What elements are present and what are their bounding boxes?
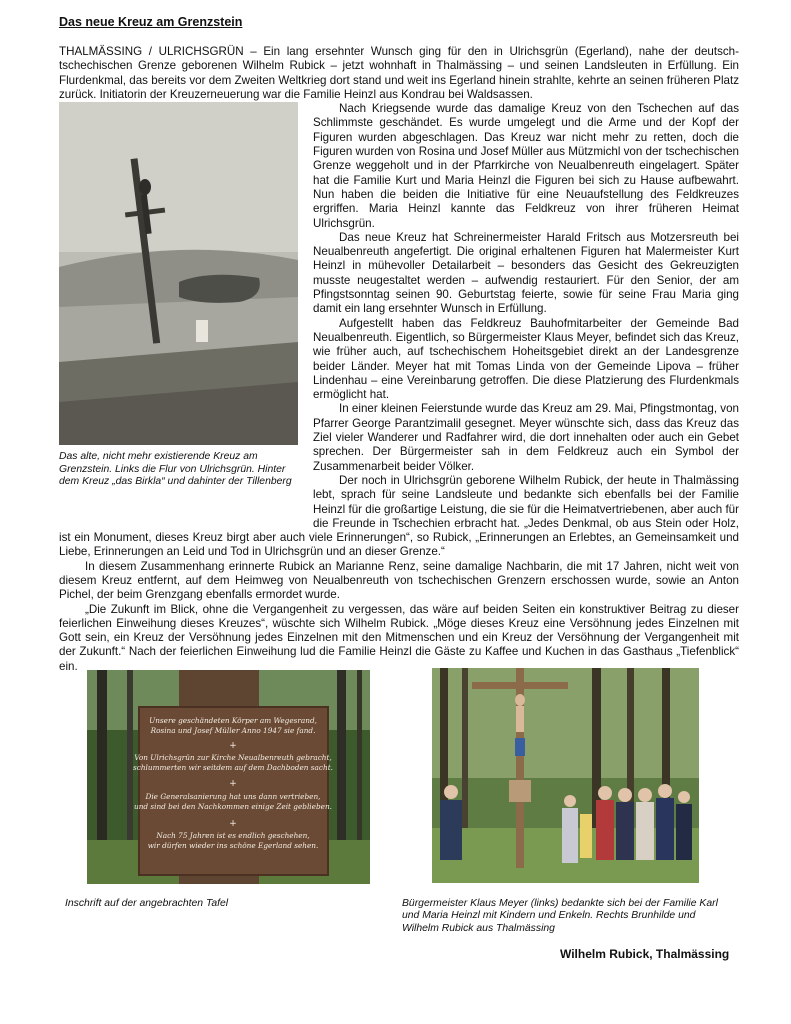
plaque-photo — [87, 670, 370, 884]
paragraph-installation: Aufgestellt haben das Feldkreuz Bauhofmitarbeiter der Gemeinde Bad Neualbenreuth. Eigentlich, so Bürgermeister Klaus Meyer, befindet sich das Kreuz, wie früher auch, auf tschechischem Hoheitsgebiet direkt an der Landesgrenze beider Länder. Meyer hat mit Tomas Linda von der Gemeinde Lipova – früher Lindenhau – eine Vereinbarung getroffen. Die diese Platzierung des Flurdenkmals ermöglicht hat. — [313, 316, 739, 402]
paragraph-intro: THALMÄSSING / ULRICHSGRÜN – Ein lang ersehnter Wunsch ging für den in Ulrichsgrün (Egerland), nahe der deutsch-tschechischen Grenze geborenen Wilhelm Rubick – jetzt wohnhaft in Thalmässing – und seinen Landsleuten in Erfüllung. Ein Flurdenkmal, das bereits vor dem Zweiten Weltkrieg dort stand und weit ins Egerland hinein strahlte, kehrte an seinen früheren Platz zurück. Initiatorin der Kreuzerneuerung war die Familie Heinzl aus Kondrau bei Waldsassen. — [59, 45, 739, 101]
plaque-line-1: Unsere geschändeten Körper am Wegesrand, — [149, 716, 317, 725]
plaque-line-4: schlummerten wir seitdem auf dem Dachboden sacht. — [133, 763, 333, 772]
paragraph-desecration: Nach Kriegsende wurde das damalige Kreuz von den Tschechen auf das Schlimmste geschändet. Es wurde umgelegt und die Arme und der Kopf der Figuren wurden abgeschlagen. Das Kreuz war nicht mehr zu retten, doch die Figuren wurden von Rosina und Josef Müller aus Mützmichl von der tschechischen Grenze weggeholt und in der Pfarrkirche von Neualbenreuth eingelagert. Später hat die Familie Kurt und Maria Heinzl die Figuren bei sich zu Hause aufbewahrt. Nun haben die beiden die Initiative für eine Neuaufstellung des Feldkreuzes ergriffen. Maria Heinzl kannte das Feldkreuz von ihrer früheren Heimat Ulrichsgrün. — [313, 102, 739, 230]
paragraph-closing: „Die Zukunft im Blick, ohne die Vergangenheit zu vergessen, das wäre auf beiden Seiten ein konstruktiver Beitrag zu dieser feierlichen Einweihung dieses Kreuzes“, wüschte sich Wilhelm Rubick. „Möge dieses Kreuz eine Versöhnung jedes Einzelnen mit Gott sein, ein Kreuz der Versöhnung jedes Einzelnen mit den Mitmenschen und ein Kreuz der Versöhnung der Vergangenheit mit der Zukunft.“ Nach der feierlichen Einweihung lud die Familie Heinzl die Gäste zu Kaffee und Kuchen in das Gasthaus „Tiefenblick“ ein. — [59, 602, 739, 673]
plaque-line-8: wir dürfen wieder ins schöne Egerland sehen. — [147, 841, 319, 850]
paragraph-remembrance: In diesem Zusammenhang erinnerte Rubick an Marianne Renz, seine damalige Nachbarin, die mit 17 Jahren, nicht weit von diesem Kreuz entfernt, auf dem Heimweg von Neualbenreuth von tschechischen Grenzern erschossen wurde, sowie an Anton Pichel, der beim Grenzgang ebenfalls ermordet wurde. — [59, 559, 739, 602]
old-cross-caption: Das alte, nicht mehr existierende Kreuz am Grenzstein. Links die Flur von Ulrichsgrün. Hinter dem Kreuz „das Birkla“ und dahinter der Tillenberg — [59, 451, 292, 487]
paragraph-new-cross: Das neue Kreuz hat Schreinermeister Harald Fritsch aus Motzersreuth bei Neualbenreuth angefertigt. Die original erhaltenen Figuren hat Malermeister Kurt Heinzl in mühevoller Detailarbeit – besonders das Gesicht des Gekreuzigten musste neugestaltet werden – aufwendig restauriert. Für den Senior, der am Pfingstsonntag seinen 90. Geburtstag feierte, sowie für seine Frau Maria ging damit ein lang ersehnter Wunsch in Erfüllung. — [313, 230, 739, 316]
plaque-line-6: und sind bei den Nachkommen einige Zeit geblieben. — [134, 802, 332, 811]
plaque-cross-mark-2: + — [229, 779, 237, 789]
group-caption: Bürgermeister Klaus Meyer (links) bedankte sich bei der Familie Karl und Maria Heinzl mit Kindern und Enkeln. Rechts Brunhilde und Wilhelm Rubick aus Thalmässing — [402, 898, 718, 934]
old-cross-photo — [59, 102, 298, 445]
author-byline: Wilhelm Rubick, Thalmässing — [560, 947, 730, 961]
paragraph-blessing: In einer kleinen Feierstunde wurde das Kreuz am 29. Mai, Pfingstmontag, von Pfarrer George Parantzimalil gesegnet. Meyer wünschte sich, dass das Kreuz das Ziel vieler Wanderer und Radfahrer wird, die dort innehalten oder auch ein Gebet sprechen. Der Bürgermeister sah in dem Feldkreuz auch ein Symbol der Zusammenarbeit beider Völker. — [313, 402, 739, 473]
plaque-cross-mark-1: + — [229, 741, 237, 751]
plaque-cross-mark-3: + — [229, 819, 237, 829]
old-cross-figure — [59, 102, 303, 527]
group-photo — [432, 668, 699, 883]
plaque-caption: Inschrift auf der angebrachten Tafel — [65, 898, 229, 909]
plaque-line-5: Die Generalsanierung hat uns dann vertrieben, — [145, 792, 321, 801]
plaque-line-7: Nach 75 Jahren ist es endlich geschehen, — [156, 831, 310, 840]
paragraph-rubick-speech: Der noch in Ulrichsgrün geborene Wilhelm Rubick, der heute in Thalmässing lebt, sprach für seine Landsleute und bedankte sich ebenfalls bei der Familie Heinzl für die großartige Leistung, die sie für die Heimatvertriebenen, aber auch für die Freunde in Tschechien erbracht hat. „Jedes Denkmal, ob aus Stein oder Holz, ist ein Monument, dieses Kreuz birgt aber auch viele Erinnerungen“, so Rubick, „Erinnerungen an Erlebtes, an Gemeinsamkeit und Liebe, Erinnerungen an Leid und Tod in Ulrichsgrün und an dieser Grenze.“ — [59, 473, 739, 559]
plaque-line-2: Rosina und Josef Müller Anno 1947 sie fand. — [150, 726, 316, 735]
plaque-line-3: Von Ulrichsgrün zur Kirche Neualbenreuth gebracht, — [134, 753, 332, 762]
article-title: Das neue Kreuz am Grenzstein — [59, 15, 243, 29]
article-body — [59, 45, 739, 674]
